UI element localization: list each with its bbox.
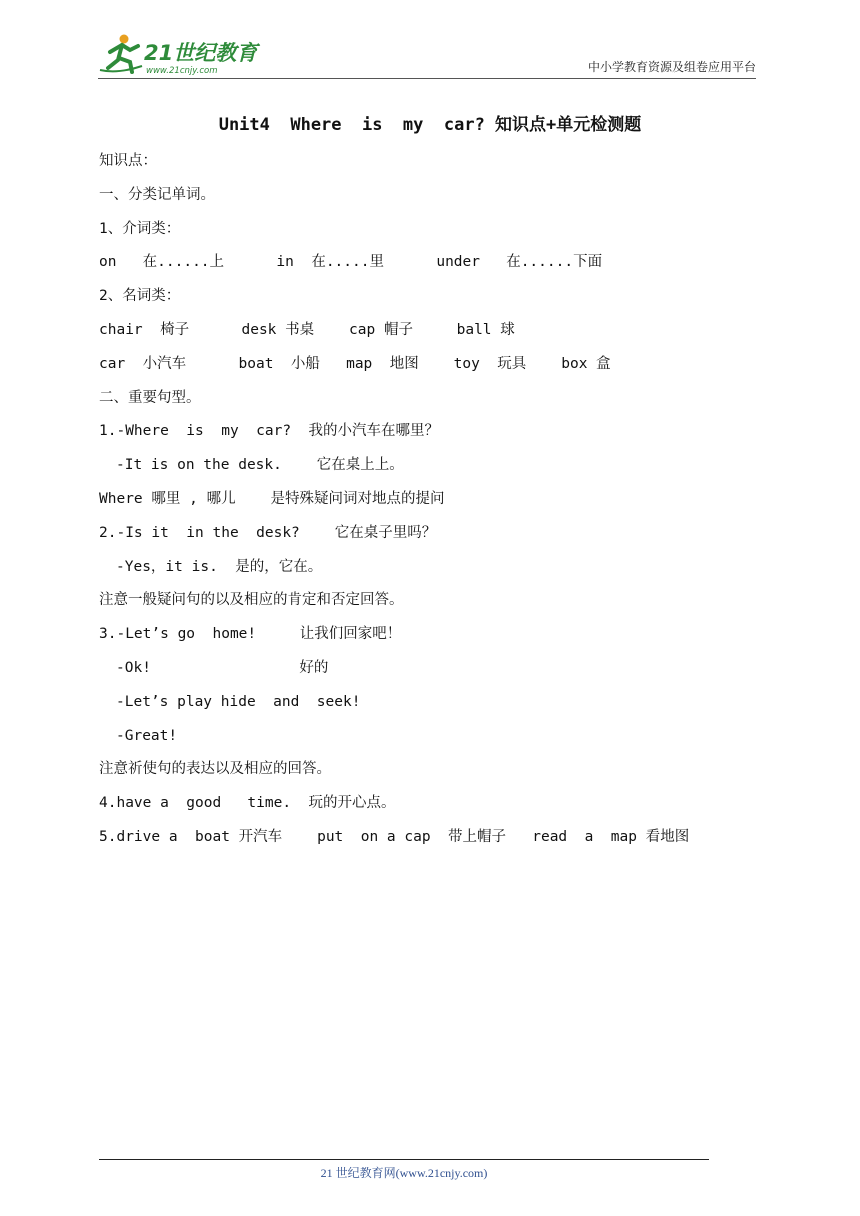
- svg-text:www.21cnjy.com: www.21cnjy.com: [146, 66, 218, 76]
- sentence-line: 1.-Where is my car? 我的小汽车在哪里？: [99, 423, 440, 440]
- vocab-line: car 小汽车 boat 小船 map 地图 toy 玩具 box 盒: [99, 355, 611, 372]
- sentence-line: 3.-Let’s go home! 让我们回家吧！: [99, 626, 402, 643]
- site-logo[interactable]: [98, 30, 268, 78]
- page-header: [98, 30, 756, 79]
- phrase-line: 5.drive a boat 开汽车 put on a cap 带上帽子 read a map 看地图: [99, 828, 690, 845]
- sentence-line: -Let’s play hide and seek!: [116, 693, 361, 710]
- note-line: 注意祈使句的表达以及相应的回答。: [99, 761, 331, 778]
- runner-logo-icon: [98, 30, 268, 78]
- phrase-line: 4.have a good time. 玩的开心点。: [99, 795, 396, 812]
- sentence-line: -It is on the desk. 它在桌上上。: [116, 457, 404, 474]
- section-heading: 二、重要句型。: [99, 389, 201, 406]
- note-line: 注意一般疑问句的以及相应的肯定和否定回答。: [99, 592, 404, 609]
- svg-text:21世纪教育: 21世纪教育: [144, 41, 258, 65]
- document-body: [99, 148, 779, 858]
- note-line: Where 哪里 , 哪儿 是特殊疑问词对地点的提问: [99, 490, 445, 507]
- section-heading: 知识点：: [99, 153, 157, 169]
- sentence-line: -Ok! 好的: [116, 659, 329, 676]
- subsection-heading: 1、介词类：: [99, 220, 181, 237]
- document-title: Unit4 Where is my car? 知识点+单元检测题: [218, 115, 642, 135]
- footer-divider: [99, 1159, 709, 1160]
- vocab-line: chair 椅子 desk 书桌 cap 帽子 ball 球: [99, 321, 515, 338]
- sentence-line: -Great!: [116, 727, 178, 744]
- subsection-heading: 2、名词类：: [99, 288, 181, 305]
- sentence-line: -Yes，it is. 是的，它在。: [116, 558, 323, 575]
- header-tagline: 中小学教育资源及组卷应用平台: [587, 60, 756, 74]
- sentence-line: 2.-Is it in the desk? 它在桌子里吗？: [99, 524, 437, 541]
- footer-link[interactable]: 21 世纪教育网(www.21cnjy.com): [320, 1166, 488, 1180]
- vocab-line: on 在......上 in 在.....里 under 在......下面: [99, 254, 603, 271]
- section-heading: 一、分类记单词。: [99, 186, 215, 203]
